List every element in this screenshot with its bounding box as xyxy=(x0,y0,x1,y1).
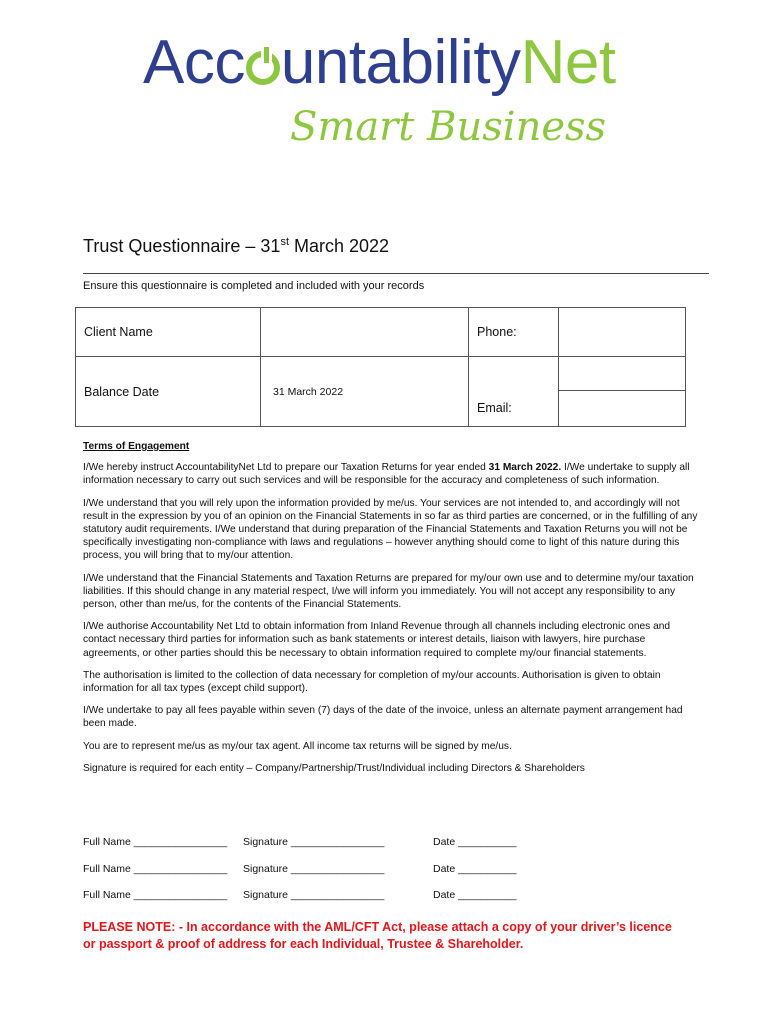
title-divider xyxy=(83,273,709,274)
aml-cft-notice xyxy=(83,919,723,953)
phone-field[interactable] xyxy=(559,308,686,357)
terms-paragraph-4: I/We authorise Accountability Net Ltd to obtain information from Inland Revenue through all channels including electronic ones and contact necessary third parties for information such as bank statements or interest details, liaison with lawyers, hire purchase agreements, or other parties should this be necessary to obtain information required to complete my/our financial statements. xyxy=(83,621,671,659)
full-name-field[interactable]: Full Name ________________ xyxy=(83,836,228,848)
terms-paragraph-2: I/We understand that you will rely upon the information provided by me/us. Your services are not intended to, and accordingly will not result in the expression by you of an opinion on the Financial Statements in so far as third parties are concerned, or in the fulfilling of any statutory audit requirements. I/We understand that during preparation of the Financial Statements and Taxation Returns you will not be specifically investigating non-compliance with laws and regulations – however anything should come to light of this nature during this process, you will bring that to my/our attention. xyxy=(83,497,698,562)
logo-tagline: Smart Business xyxy=(290,104,607,150)
client-name-field[interactable] xyxy=(261,308,469,357)
balance-date-field[interactable]: 31 March 2022 xyxy=(261,357,469,427)
terms-heading: Terms of Engagement xyxy=(83,441,190,452)
power-icon xyxy=(246,51,280,85)
date-field[interactable]: Date __________ xyxy=(433,863,517,875)
terms-paragraph-6: I/We undertake to pay all fees payable within seven (7) days of the date of the invoice, unless an alternate payment arrangement had been made. xyxy=(83,705,683,730)
email-field[interactable] xyxy=(559,391,686,427)
terms-paragraph-8: Signature is required for each entity – Company/Partnership/Trust/Individual including Directors & Shareholders xyxy=(83,762,585,774)
email-label: Email: xyxy=(469,391,559,427)
full-name-field[interactable]: Full Name ________________ xyxy=(83,863,228,875)
terms-of-engagement xyxy=(83,440,703,784)
notice-line-1: PLEASE NOTE: - In accordance with the AML/CFT Act, please attach a copy of your driver’s licence xyxy=(83,920,672,934)
terms-paragraph-7: You are to represent me/us as my/our tax agent. All income tax returns will be signed by me/us. xyxy=(83,740,512,752)
company-logo xyxy=(143,28,673,98)
client-details-table xyxy=(75,307,686,427)
signature-field[interactable]: Signature ________________ xyxy=(243,863,385,875)
terms-paragraph-1: I/We hereby instruct AccountabilityNet Ltd to prepare our Taxation Returns for year ended 31 March 2022. I/We undertake to supply all information necessary to carry out such services and will be responsible for the accuracy and completeness of such information. xyxy=(83,462,690,487)
full-name-field[interactable]: Full Name ________________ xyxy=(83,889,228,901)
phone-field-extension[interactable] xyxy=(559,357,686,391)
signature-field[interactable]: Signature ________________ xyxy=(243,889,385,901)
phone-label-extension xyxy=(469,357,559,391)
date-field[interactable]: Date __________ xyxy=(433,836,517,848)
page-title: Trust Questionnaire – 31st March 2022 xyxy=(83,236,390,256)
date-field[interactable]: Date __________ xyxy=(433,889,517,901)
phone-label: Phone: xyxy=(469,308,559,357)
page-subtitle: Ensure this questionnaire is completed and included with your records xyxy=(83,280,425,292)
logo-wordmark: Acc untabilityNet xyxy=(143,28,616,97)
notice-line-2: or passport & proof of address for each Individual, Trustee & Shareholder. xyxy=(83,937,524,951)
terms-paragraph-3: I/We understand that the Financial Statements and Taxation Returns are prepared for my/our own use and to determine my/our taxation liabilities. If this should change in any material respect, I/we will inform you immediately. You will not accept any responsibility to any person, other than me/us, for the contents of the Financial Statements. xyxy=(83,572,694,611)
balance-date-label: Balance Date xyxy=(76,357,261,427)
client-name-label: Client Name xyxy=(76,308,261,357)
terms-paragraph-5: The authorisation is limited to the collection of data necessary for completion of my/our accounts. Authorisation is given to obtain information for all tax types (except child support). xyxy=(83,669,661,695)
signature-field[interactable]: Signature ________________ xyxy=(243,836,385,848)
